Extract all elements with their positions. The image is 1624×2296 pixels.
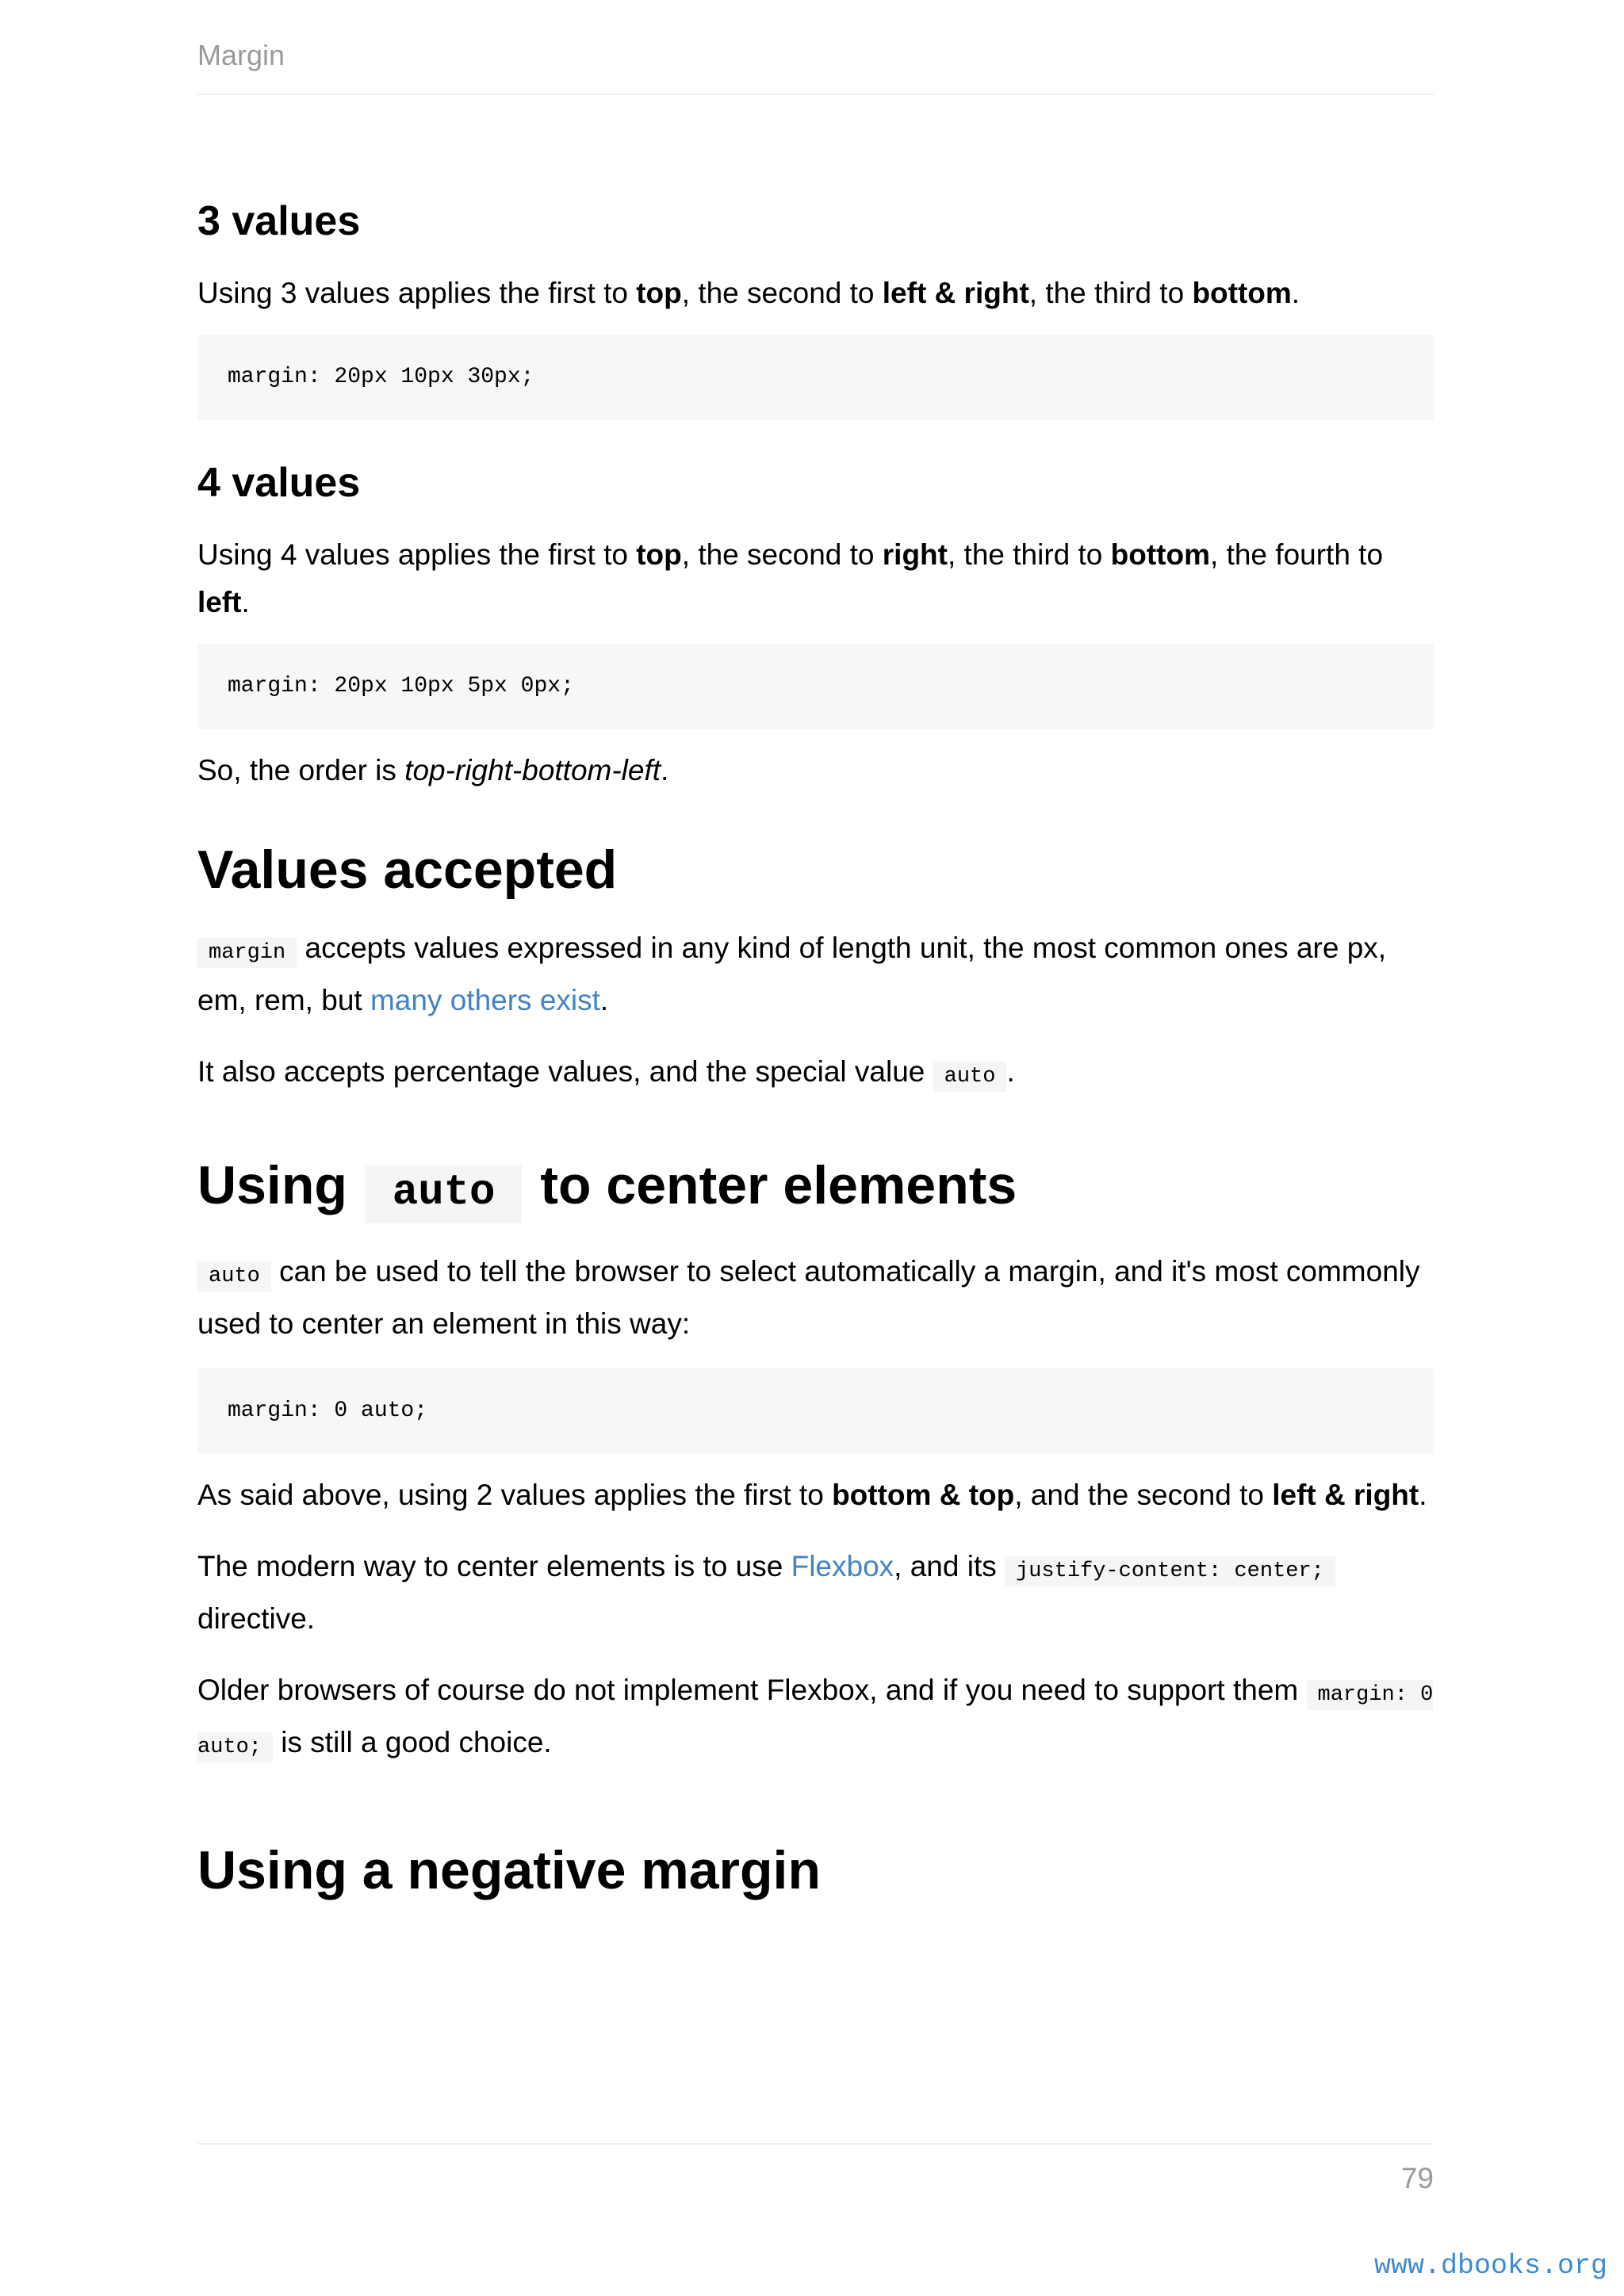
paragraph-older-browsers: Older browsers of course do not implement Flexbox, and if you need to support them margin: 0 auto; is still a good choice.	[197, 1667, 1434, 1771]
page-number: 79	[1400, 2162, 1434, 2195]
paragraph-order: So, the order is top-right-bottom-left.	[197, 754, 669, 786]
watermark: www.dbooks.org	[1373, 2250, 1607, 2282]
document-content	[197, 182, 1434, 1906]
inline-code-margin-auto: margin: 0 auto;	[197, 1680, 1433, 1762]
code-block-4-values: margin: 20px 10px 5px 0px;	[197, 644, 1434, 729]
paragraph-percentage: It also accepts percentage values, and the special value auto .	[197, 1048, 1434, 1100]
code-block-3-values: margin: 20px 10px 30px;	[197, 335, 1434, 420]
heading-values-accepted: Values accepted	[197, 840, 618, 900]
inline-code-auto: auto	[933, 1062, 1007, 1092]
heading-3-values: 3 values	[197, 198, 361, 244]
running-title: Margin	[197, 39, 285, 71]
inline-code-auto-2: auto	[197, 1261, 271, 1292]
paragraph-flexbox: The modern way to center elements is to use Flexbox, and its justify-content: center; directive.	[197, 1543, 1434, 1643]
page-header	[197, 36, 1434, 95]
paragraph-two-values: As said above, using 2 values applies the first to bottom & top, and the second to left & right.	[197, 1479, 1427, 1511]
inline-code-margin: margin	[197, 938, 297, 968]
flexbox-link[interactable]: Flexbox	[791, 1550, 894, 1582]
heading-negative-margin: Using a negative margin	[197, 1840, 821, 1900]
many-others-exist-link[interactable]: many others exist	[370, 984, 600, 1016]
heading-using-auto: Using auto to center elements	[197, 1150, 1434, 1229]
heading-inline-code-auto: auto	[366, 1165, 523, 1223]
paragraph-auto-center: auto can be used to tell the browser to select automatically a margin, and it's most commonly used to center an element in this way:	[197, 1255, 1420, 1340]
code-block-auto: margin: 0 auto;	[197, 1368, 1434, 1454]
heading-4-values: 4 values	[197, 460, 361, 506]
page-footer	[197, 2143, 1434, 2195]
paragraph-4-values: Using 4 values applies the first to top, the second to right, the third to bottom, the fourth to left.	[197, 538, 1384, 618]
paragraph-values-accepted: margin accepts values expressed in any kind of length unit, the most common ones are px, em, rem, but many others exist.	[197, 932, 1387, 1016]
paragraph-3-values: Using 3 values applies the first to top, the second to left & right, the third to bottom.	[197, 277, 1300, 309]
inline-code-justify-content: justify-content: center;	[1005, 1556, 1335, 1586]
